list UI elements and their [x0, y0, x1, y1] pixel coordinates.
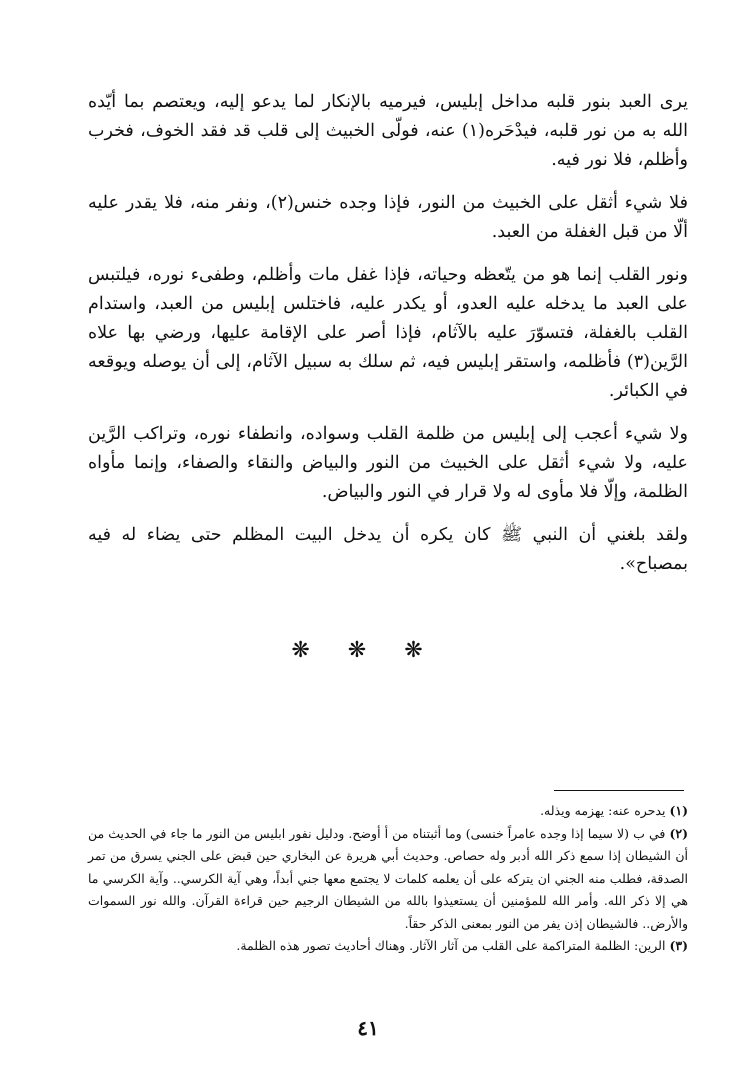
footnotes	[88, 800, 688, 958]
paragraph-5: ولقد بلغني أن النبي ﷺ كان يكره أن يدخل البيت المظلم حتى يضاء له فيه بمصباح».	[88, 525, 688, 574]
asterism-star-icon: ❋	[404, 638, 445, 663]
footnote-text: الرين: الظلمة المتراكمة على القلب من آثار الآثار. وهناك أحاديث تصور هذه الظلمة.	[236, 938, 666, 953]
section-separator	[0, 638, 736, 663]
paragraph-2: فلا شيء أثقل على الخبيث من النور، فإذا وجده خنس(٢)، ونفر منه، فلا يقدر عليه ألّا من قبل الغفلة من العبد.	[88, 193, 688, 242]
footnote-2	[88, 823, 688, 936]
paragraph-4: ولا شيء أعجب إلى إبليس من ظلمة القلب وسواده، وانطفاء نوره، وتراكب الرَّين عليه، ولا شيء أثقل على الخبيث من النور والبياض والنقاء والصفاء، وإنما مأواه الظلمة، وإلّا فلا مأوى له ولا قرار في النور والبياض.	[88, 424, 688, 502]
footnote-text: يدحره عنه: يهزمه ويذله.	[540, 803, 666, 818]
paragraph-1: يرى العبد بنور قلبه مداخل إبليس، فيرميه بالإنكار لما يدعو إليه، ويعتصم بما أيّده الله به من نور قلبه، فيدْحَره(١) عنه، فولّى الخبيث إلى قلب قد فقد الخوف، فخرب وأظلم، فلا نور فيه.	[88, 92, 688, 170]
paragraph-3: ونور القلب إنما هو من يتّعظه وحياته، فإذا غفل مات وأظلم، وطفىء نوره، فيلتبس على العبد ما يدخله عليه العدو، أو يكدر عليه، فاختلس إبليس من العبد، واستدام القلب بالغفلة، فتسوّرَ عليه بالآثام، فإذا أصر على الإقامة عليها، ورضي بها علاه الرَّين(٣) فأظلمه، واستقر إبليس فيه، ثم سلك به سبيل الآثام، إلى أن يوصله ويوقعه في الكبائر.	[88, 265, 688, 401]
footnote-rule	[554, 790, 684, 791]
asterism-star-icon: ❋	[347, 638, 389, 663]
footnote-marker: (٣)	[669, 938, 688, 953]
page-number: ٤١	[357, 1016, 379, 1040]
asterism-star-icon: ❋	[291, 638, 332, 663]
footnote-marker: (١)	[669, 803, 688, 818]
main-text	[88, 88, 688, 593]
footnote-3	[88, 935, 688, 958]
footnote-marker: (٢)	[669, 825, 688, 841]
footnote-1	[88, 800, 688, 823]
footnote-text: في ب (لا سيما إذا وجده عامراً خنسى) وما أثبتناه من أ أوضح. ودليل نفور ابليس من النور ما جاء في الحديث من أن الشيطان إذا سمع ذكر الله أدبر وله حصاص. وحديث أبي هريرة عن البخاري حين قبض على الجني يسرق من تمر الصدقة، فطلب منه الجني ان يتركه على أن يعلمه كلمات لا يجتمع معها جني أبداً، وهي آية الكرسي.. وآية الكرسي ما هي إلا ذكر الله. وأمر الله للمؤمنين أن يستعيذوا بالله من الشيطان الرجيم حين قراءة القرآن. والله نور السموات والأرض.. فالشيطان إذن يفر من النور بمعنى الذكر حقاً.	[88, 825, 688, 931]
